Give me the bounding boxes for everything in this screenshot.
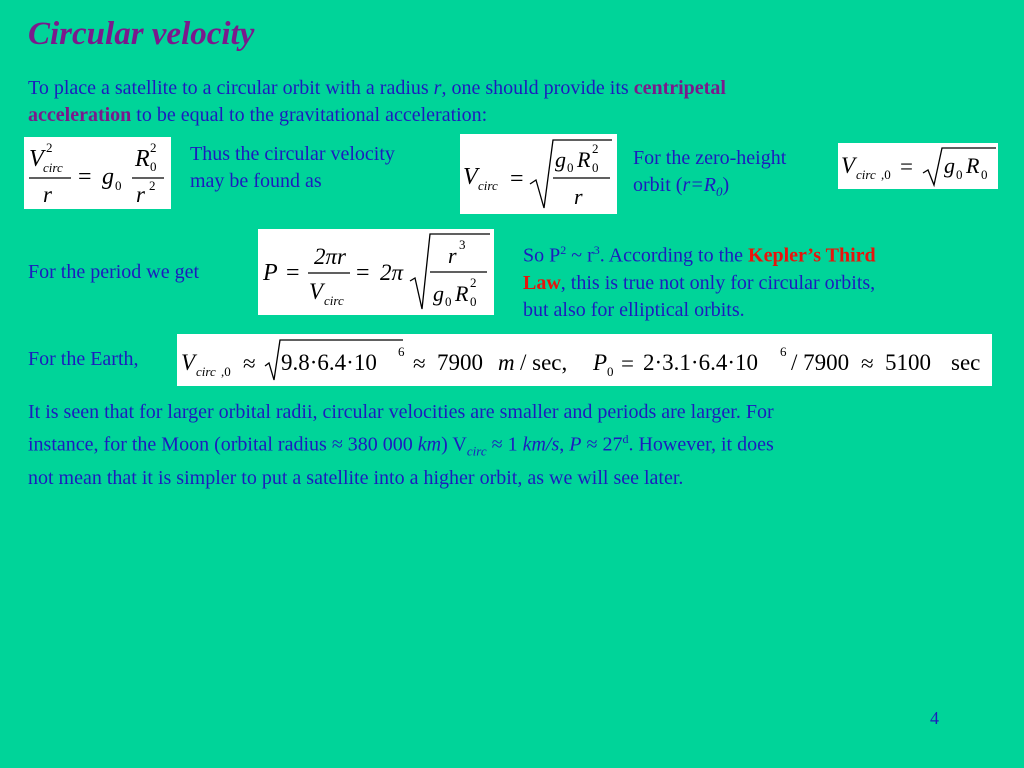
f3-comma0: ,0	[881, 167, 891, 182]
zero-height-line-1: For the zero-height	[633, 147, 787, 169]
f3-g-sub: 0	[956, 167, 963, 182]
formula-circular-velocity	[460, 134, 617, 214]
f2-eq: =	[510, 166, 524, 192]
f4-v: V	[309, 279, 324, 304]
f1-r: r	[43, 182, 52, 207]
kepler-text	[523, 237, 876, 324]
f2-r: r	[574, 184, 583, 209]
kepler-line-1: So $P^2$ ~ $r^3$. According to the Kepler’s Third	[523, 243, 876, 267]
zero-height-text	[633, 145, 786, 205]
thus-text	[190, 141, 395, 195]
f1-v-sup: 2	[46, 140, 53, 155]
f1-R: R	[135, 146, 150, 172]
f4-eq: =	[286, 260, 300, 286]
earth-label: For the Earth,	[28, 348, 139, 370]
f4-R-sub: 0	[470, 294, 477, 309]
f2-circ: circ	[478, 178, 498, 193]
f5-approx2: ≈	[413, 351, 426, 376]
f4-r-sup: 3	[459, 237, 466, 252]
f4-circ: circ	[324, 293, 344, 308]
f4-g: g	[433, 281, 444, 306]
intro-bold-centripetal: centripetal	[633, 77, 726, 99]
intro-text-3: to be equal to the gravitational acceleration:	[131, 104, 488, 126]
f4-P: P	[263, 260, 278, 286]
f3-v: V	[841, 153, 856, 178]
page-number: 4	[930, 708, 939, 728]
f1-v: V	[29, 146, 44, 172]
f5-circ: circ	[196, 364, 216, 379]
conclusion-line-2: instance, for the Moon (orbital radius ≈ 380 000 km) $V_{circ} \approx 1$ km/s, $P \approx 27^d$. However, it does	[28, 432, 774, 459]
f4-2pir: 2πr	[314, 244, 346, 269]
f5-sec: sec	[951, 350, 981, 375]
f1-r2-sup: 2	[149, 178, 156, 193]
f4-r: r	[448, 243, 457, 268]
f5-per: / sec,	[520, 350, 568, 375]
conclusion-paragraph	[28, 399, 1003, 492]
f3-circ: circ	[856, 167, 876, 182]
f2-R: R	[577, 147, 591, 172]
f5-v: V	[181, 350, 196, 375]
formula-earth	[177, 334, 992, 386]
f1-R-sup: 2	[150, 140, 157, 155]
f5-val1: 7900	[437, 350, 483, 375]
f4-eq2: =	[356, 260, 370, 286]
f3-R-sub: 0	[981, 167, 988, 182]
f1-g: g	[102, 164, 114, 190]
formula-period	[258, 229, 494, 315]
thus-line-2: may be found as	[190, 170, 322, 192]
f4-R: R	[455, 281, 469, 306]
f2-R-sup: 2	[592, 141, 599, 156]
f5-expr: 9.8·6.4·10	[281, 350, 377, 375]
f2-v: V	[463, 164, 478, 190]
conclusion-line-1: It is seen that for larger orbital radii, circular velocities are smaller and periods are larger. For	[28, 401, 774, 423]
thus-line-1: Thus the circular velocity	[190, 143, 395, 165]
kepler-third-law-highlight: Kepler’s Third	[748, 244, 876, 267]
intro-paragraph	[28, 75, 988, 129]
period-label: For the period we get	[28, 261, 200, 283]
conclusion-line-3: not mean that it is simpler to put a satellite into a higher orbit, as we will see later.	[28, 466, 684, 489]
f3-g: g	[944, 153, 955, 178]
f2-g: g	[555, 147, 566, 172]
slide-title: Circular velocity	[28, 16, 255, 52]
kepler-line-3: but also for elliptical orbits.	[523, 298, 745, 321]
zero-height-line-2: orbit $(r=R_0)$	[633, 174, 730, 199]
f1-eq: =	[78, 164, 92, 190]
f1-g-sub: 0	[115, 178, 122, 193]
f4-R-sup: 2	[470, 275, 477, 290]
f4-2pi: 2π	[380, 260, 404, 285]
f5-Psub: 0	[607, 364, 614, 379]
f5-m: m	[498, 350, 515, 375]
kepler-line-2: Law, this is true not only for circular orbits,	[523, 271, 876, 294]
formula-centripetal	[24, 137, 171, 209]
f1-circ: circ	[43, 160, 63, 175]
f5-approx1: ≈	[243, 351, 256, 376]
intro-r: r	[433, 77, 442, 99]
intro-text-1: To place a satellite to a circular orbit with a radius	[28, 77, 434, 99]
f5-comma0: ,0	[221, 364, 231, 379]
f5-val2: 5100	[885, 350, 931, 375]
f2-R-sub: 0	[592, 160, 599, 175]
f5-expr2: 2·3.1·6.4·10	[643, 350, 758, 375]
f2-g-sub: 0	[567, 160, 574, 175]
f3-eq: =	[900, 154, 913, 179]
f3-R: R	[966, 153, 980, 178]
intro-bold-acceleration: acceleration	[28, 104, 132, 126]
f5-div: / 7900	[791, 350, 850, 375]
formula-zero-height	[838, 143, 998, 189]
f5-six2: 6	[780, 344, 787, 359]
f4-g-sub: 0	[445, 294, 452, 309]
intro-text-2: , one should provide its	[441, 77, 634, 99]
f5-P: P	[593, 350, 608, 375]
f1-r2: r	[136, 182, 145, 207]
f5-six: 6	[398, 344, 405, 359]
f1-R-sub: 0	[150, 159, 157, 174]
f5-eq: =	[621, 351, 634, 376]
f5-approx3: ≈	[861, 351, 874, 376]
